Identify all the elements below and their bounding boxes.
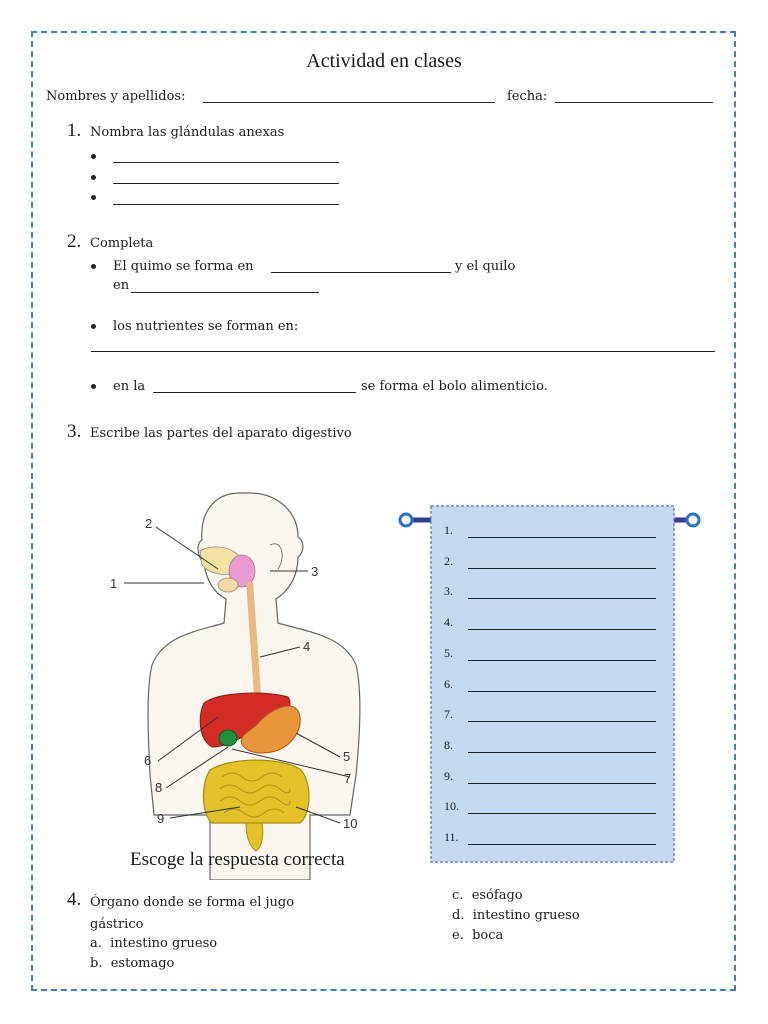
gallbladder [219, 730, 237, 746]
q4-number: 4. [67, 889, 82, 910]
q4-prompt-line1: Órgano donde se forma el jugo [90, 895, 295, 910]
answer-blank-7[interactable] [468, 721, 656, 722]
answer-number-9: 9. [444, 769, 453, 783]
answer-blank-9[interactable] [468, 783, 656, 784]
diagram-label-1: 1 [110, 576, 118, 591]
q1-blank-1[interactable] [113, 162, 339, 163]
q2-blank-quilo[interactable] [131, 292, 319, 293]
q2-b1-text-a: El quimo se forma en [113, 259, 254, 274]
bullet [91, 384, 96, 389]
bullet [91, 324, 96, 329]
overlay-heading: Escoge la respuesta correcta [130, 849, 345, 870]
q1-blank-3[interactable] [113, 204, 339, 205]
bullet [91, 175, 96, 180]
page-title: Actividad en clases [306, 50, 462, 72]
diagram-label-4: 4 [303, 639, 311, 654]
q2-b2-text: los nutrientes se forman en: [113, 319, 299, 334]
answer-number-10: 10. [444, 799, 459, 813]
q1-number: 1. [67, 120, 82, 141]
q4-option-e[interactable] [452, 928, 503, 943]
diagram-label-6: 6 [144, 753, 152, 768]
q1-blank-2[interactable] [113, 183, 339, 184]
answer-number-4: 4. [444, 615, 453, 629]
answer-number-6: 6. [444, 677, 453, 691]
diagram-label-2: 2 [145, 516, 153, 531]
option-text: intestino grueso [472, 908, 580, 923]
ring-left-icon [400, 514, 412, 526]
option-text: intestino grueso [110, 936, 218, 951]
diagram-label-5: 5 [343, 749, 351, 764]
q4-option-b[interactable] [90, 956, 174, 971]
diagram-label-9: 9 [157, 811, 165, 826]
answer-blank-5[interactable] [468, 660, 656, 661]
answer-number-2: 2. [444, 554, 453, 568]
bullet [91, 264, 96, 269]
option-text: boca [472, 928, 504, 943]
option-letter: a. [90, 936, 102, 951]
date-label: fecha: [507, 89, 548, 104]
answer-number-5: 5. [444, 646, 453, 660]
answer-number-7: 7. [444, 707, 453, 721]
names-blank[interactable] [203, 102, 495, 103]
answer-number-8: 8. [444, 738, 453, 752]
q4-option-c[interactable] [452, 888, 523, 903]
answer-blank-3[interactable] [468, 598, 656, 599]
diagram-label-8: 8 [155, 780, 163, 795]
q2-prompt: Completa [90, 236, 154, 251]
q2-number: 2. [67, 231, 82, 252]
bullet [91, 154, 96, 159]
bullet [91, 195, 96, 200]
diagram-label-3: 3 [311, 564, 319, 579]
option-letter: d. [452, 908, 465, 923]
option-text: estomago [110, 956, 175, 971]
submandibular-gland [218, 578, 238, 592]
ring-right-icon [687, 514, 699, 526]
q2-blank-nutrientes[interactable] [91, 351, 715, 352]
q4-option-d[interactable] [452, 908, 580, 923]
diagram-label-10: 10 [343, 816, 358, 831]
answer-number-1: 1. [444, 523, 453, 537]
answer-blank-1[interactable] [468, 537, 656, 538]
q2-b1-text-c: en [113, 278, 130, 293]
q2-blank-quimo[interactable] [271, 272, 451, 273]
names-label: Nombres y apellidos: [46, 89, 186, 104]
answer-blank-2[interactable] [468, 568, 656, 569]
option-letter: b. [90, 956, 103, 971]
panel-background [431, 506, 674, 862]
option-letter: e. [452, 928, 464, 943]
q2-b3-text-b: se forma el bolo alimenticio. [361, 379, 548, 394]
q1-prompt: Nombra las glándulas anexas [90, 125, 285, 140]
answer-blank-11[interactable] [468, 844, 656, 845]
q3-prompt: Escribe las partes del aparato digestivo [90, 426, 352, 441]
q2-b1-text-b: y el quilo [455, 259, 516, 274]
q4-prompt-line2: gástrico [90, 917, 144, 932]
option-letter: c. [452, 888, 464, 903]
option-text: esófago [471, 888, 523, 903]
q3-number: 3. [67, 421, 82, 442]
answer-number-3: 3. [444, 584, 453, 598]
q4-option-a[interactable] [90, 936, 217, 951]
q2-b3-text-a: en la [113, 379, 146, 394]
answer-blank-4[interactable] [468, 629, 656, 630]
answer-number-11: 11. [444, 830, 459, 844]
answer-blank-10[interactable] [468, 813, 656, 814]
answer-blank-6[interactable] [468, 691, 656, 692]
answer-blank-8[interactable] [468, 752, 656, 753]
diagram-label-7: 7 [344, 771, 352, 786]
date-blank[interactable] [555, 102, 713, 103]
digestive-system-diagram [100, 485, 380, 880]
q2-blank-bolo[interactable] [153, 392, 356, 393]
